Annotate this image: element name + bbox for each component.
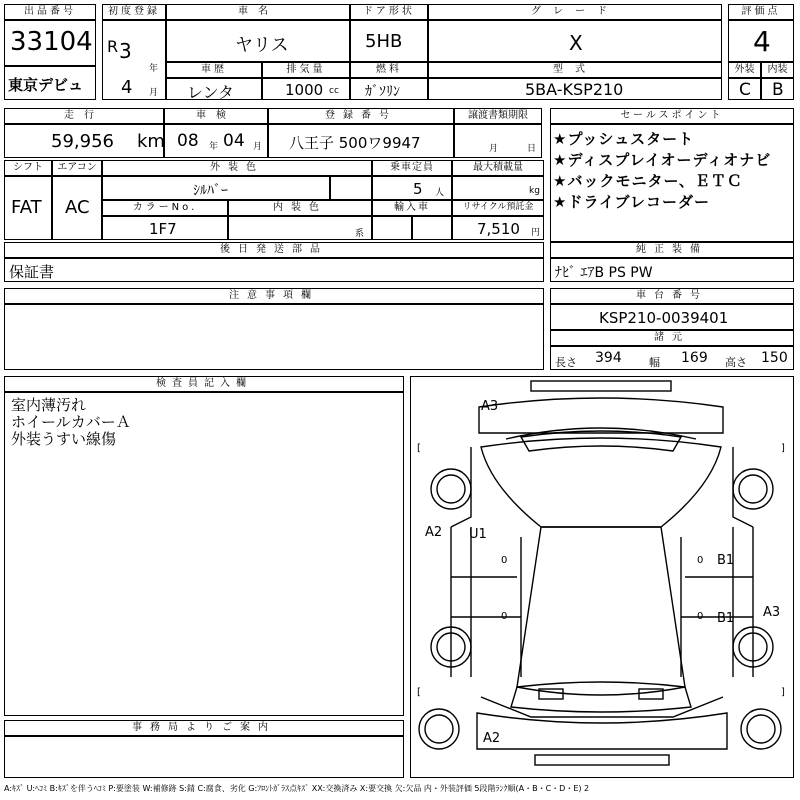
recycle: 7,510: [477, 220, 520, 238]
diagram-mark: ]: [781, 687, 785, 698]
ext-color-box: [102, 176, 330, 200]
inspection-year: 08: [177, 131, 199, 151]
import-label: 輸入車: [372, 200, 452, 216]
sales-point: ★ドライブレコーダー: [553, 193, 710, 211]
venue-box: [4, 66, 96, 100]
era: R: [107, 37, 119, 56]
first-reg-label: 初度登録: [102, 4, 166, 20]
length-label: 長さ: [555, 356, 577, 369]
fuel: ｶﾞｿﾘﾝ: [365, 84, 400, 100]
damage-code: A3: [763, 605, 781, 620]
import-box: [372, 216, 412, 240]
door: 5HB: [365, 31, 403, 52]
dims-box: [550, 346, 794, 370]
sales-point: ★バックモニター、ＥＴＣ: [553, 172, 743, 190]
lot-no-box: [4, 20, 96, 66]
max-load-label: 最大積載量: [452, 160, 544, 176]
ac-box: [52, 176, 102, 240]
diagram-mark: 0: [501, 555, 508, 566]
displacement-box: [262, 78, 350, 100]
sales-points-box: [550, 124, 794, 242]
diagram-mark: 0: [697, 555, 704, 566]
inspection-label: 車検: [164, 108, 268, 124]
int-grade-label: 内装: [761, 62, 794, 78]
diagram-mark: 0: [501, 611, 508, 622]
import-box-2: [412, 216, 452, 240]
transfer-box: [454, 124, 542, 158]
chassis-no: KSP210-0039401: [599, 309, 729, 327]
height: 150: [761, 350, 788, 366]
genuine-label: 純正装備: [550, 242, 794, 258]
mileage-unit: km: [137, 131, 165, 152]
reg-no-box: [268, 124, 454, 158]
int-grade: B: [772, 80, 784, 100]
damage-code: B1: [717, 553, 735, 568]
car-damage-diagram: [410, 376, 794, 778]
length: 394: [595, 350, 622, 366]
history-box: [166, 78, 262, 100]
ext-color: ｼﾙﾊﾞｰ: [193, 183, 228, 199]
car-outline-drawing: [411, 377, 793, 777]
sales-point: ★プッシュスタート: [553, 130, 695, 148]
score-box: [728, 20, 794, 62]
venue: 東京デビュ: [8, 76, 84, 94]
recycle-unit: 円: [531, 228, 541, 238]
transfer-label: 譲渡書類期限: [454, 108, 542, 124]
model-label: 型式: [428, 62, 722, 78]
inspection-box: [164, 124, 268, 158]
recycle-label: リサイクル預託金: [452, 200, 544, 216]
door-box: [350, 20, 428, 62]
car-name-label: 車名: [166, 4, 350, 20]
genuine-box: [550, 258, 794, 282]
max-load-unit: kg: [529, 186, 540, 196]
grade-label: グレード: [428, 4, 722, 20]
diagram-mark: ]: [781, 443, 785, 454]
inspector-label: 検査員記入欄: [4, 376, 404, 392]
later-parts-label: 後日発送部品: [4, 242, 544, 258]
reg-month-unit: 月: [149, 88, 159, 98]
sales-points-label: セールスポイント: [550, 108, 794, 124]
chassis-label: 車台番号: [550, 288, 794, 304]
lot-no-label: 出品番号: [4, 4, 96, 20]
ext-color-label: 外装色: [102, 160, 372, 176]
inspector-note: ホイールカバーＡ: [11, 413, 131, 431]
color-no-label: カラーNo.: [102, 200, 228, 216]
car-name-box: [166, 20, 350, 62]
int-color-box: [228, 216, 372, 240]
mileage-box: [4, 124, 164, 158]
color-no: 1F7: [149, 220, 177, 238]
displacement-label: 排気量: [262, 62, 350, 78]
dims-label: 諸元: [550, 330, 794, 346]
damage-code: A2: [483, 731, 501, 746]
inspector-box: [4, 392, 404, 716]
history: レンタ: [187, 83, 234, 102]
chassis-box: [550, 304, 794, 330]
lot-no: 33104: [10, 27, 93, 57]
ext-grade: C: [739, 80, 751, 100]
ac-label: エアコン: [52, 160, 102, 176]
damage-code: U1: [469, 527, 487, 542]
inspection-month-unit: 月: [253, 142, 263, 152]
fuel-label: 燃料: [350, 62, 428, 78]
diagram-mark: [: [417, 443, 421, 454]
reg-year-unit: 年: [149, 64, 159, 74]
ext-grade-box: [728, 78, 761, 100]
later-parts-box: [4, 258, 544, 282]
capacity-unit: 人: [435, 188, 445, 198]
transfer-day-unit: 日: [527, 144, 537, 154]
capacity-box: [372, 176, 452, 200]
fuel-box: [350, 78, 428, 100]
first-reg-box: [102, 20, 166, 100]
width-label: 幅: [649, 356, 660, 369]
reg-no-label: 登録番号: [268, 108, 454, 124]
sales-point: ★ディスプレイオーディオナビ: [553, 151, 772, 169]
int-color-label: 内装色: [228, 200, 372, 216]
grade: X: [569, 31, 583, 55]
diagram-mark: [: [417, 687, 421, 698]
color-no-box: [102, 216, 228, 240]
height-label: 高さ: [725, 356, 747, 369]
reg-no: 八王子 500ワ9947: [289, 134, 421, 152]
damage-code: B1: [717, 611, 735, 626]
inspection-year-unit: 年: [209, 142, 219, 152]
damage-code: A2: [425, 525, 443, 540]
displacement-unit: cc: [329, 86, 339, 96]
caution-box: [4, 304, 544, 370]
diagram-mark: 0: [697, 611, 704, 622]
model-box: [428, 78, 722, 100]
int-color-unit: 系: [355, 229, 365, 239]
car-name: ヤリス: [235, 35, 289, 56]
inspector-note: 外装うすい線傷: [11, 430, 117, 448]
int-grade-box: [761, 78, 794, 100]
shift-box: [4, 176, 52, 240]
reg-month: 4: [121, 77, 133, 98]
capacity-label: 乗車定員: [372, 160, 452, 176]
door-label: ドア形状: [350, 4, 428, 20]
displacement: 1000: [285, 81, 324, 99]
capacity: 5: [413, 180, 423, 198]
score: 4: [753, 25, 771, 58]
transfer-month-unit: 月: [489, 144, 499, 154]
shift-label: シフト: [4, 160, 52, 176]
model: 5BA-KSP210: [525, 80, 624, 99]
damage-code: A3: [481, 399, 499, 414]
reg-year: 3: [119, 39, 132, 63]
ext-grade-label: 外装: [728, 62, 761, 78]
caution-label: 注意事項欄: [4, 288, 544, 304]
later-parts: 保証書: [9, 263, 55, 281]
damage-legend: A:ｷｽﾞ U:ﾍｺﾐ B:ｷｽﾞを伴うﾍｺﾐ P:要塗装 W:補修跡 S:錆 C:腐食、劣化 G:ﾌﾛﾝﾄｶﾞﾗｽ点ｷｽﾞ XX:交換済み X:要交換 欠:欠品 内・外装評価 5段階ﾗﾝｸ順(A・B・C・D・E) 2: [4, 784, 590, 793]
mileage-label: 走行: [4, 108, 164, 124]
grade-box: [428, 20, 722, 62]
inspection-month: 04: [223, 131, 245, 151]
recycle-box: [452, 216, 544, 240]
width: 169: [681, 350, 708, 366]
genuine-equipment: ﾅﾋﾞ ｴｱB PS PW: [555, 265, 653, 281]
score-label: 評価点: [728, 4, 794, 20]
ac: AC: [65, 197, 90, 218]
office-label: 事務局よりご案内: [4, 720, 404, 736]
office-box: [4, 736, 404, 778]
inspector-note: 室内薄汚れ: [11, 396, 87, 414]
max-load-box: [452, 176, 544, 200]
history-label: 車歴: [166, 62, 262, 78]
ext-color-sub-box: [330, 176, 372, 200]
shift: FAT: [11, 197, 42, 218]
mileage: 59,956: [51, 131, 114, 152]
